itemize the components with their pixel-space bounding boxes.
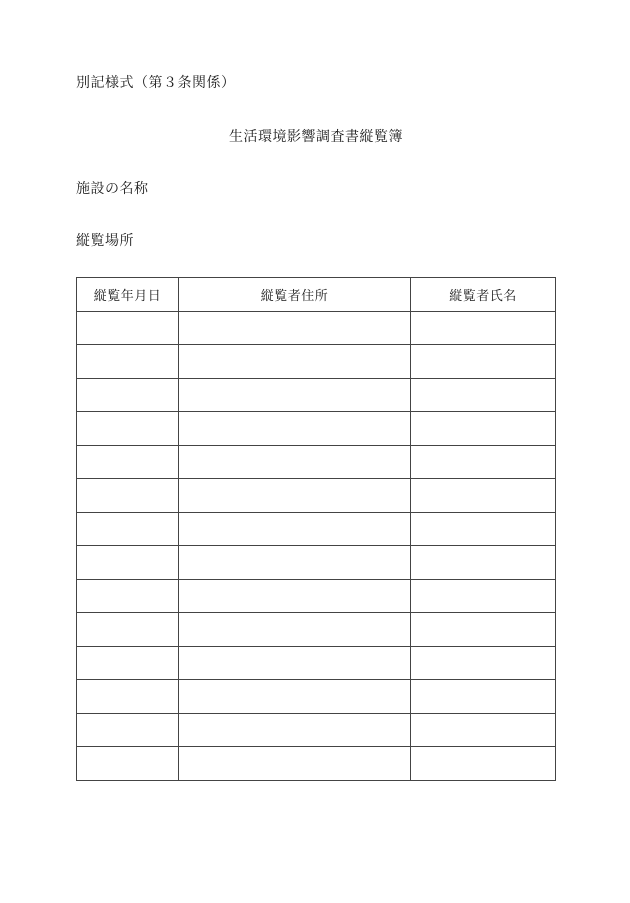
cell-inspector-name[interactable] (411, 412, 556, 446)
cell-inspector-address[interactable] (179, 713, 411, 747)
cell-inspector-name[interactable] (411, 579, 556, 613)
form-reference: 別記様式（第３条関係） (76, 75, 236, 91)
table-row (77, 412, 556, 446)
cell-inspector-address[interactable] (179, 445, 411, 479)
table-row (77, 311, 556, 345)
table-row (77, 680, 556, 714)
table-row (77, 613, 556, 647)
header-inspector-address: 縦覧者住所 (179, 278, 411, 312)
table-row (77, 579, 556, 613)
cell-inspector-name[interactable] (411, 445, 556, 479)
cell-inspector-address[interactable] (179, 680, 411, 714)
cell-inspector-address[interactable] (179, 646, 411, 680)
cell-inspector-address[interactable] (179, 613, 411, 647)
cell-inspector-address[interactable] (179, 546, 411, 580)
document-title: 生活環境影響調査書縦覧簿 (229, 129, 403, 145)
header-inspector-name: 縦覧者氏名 (411, 278, 556, 312)
table-row (77, 546, 556, 580)
cell-inspector-name[interactable] (411, 713, 556, 747)
cell-inspection-date[interactable] (77, 613, 179, 647)
cell-inspector-address[interactable] (179, 512, 411, 546)
cell-inspector-address[interactable] (179, 412, 411, 446)
cell-inspection-date[interactable] (77, 445, 179, 479)
cell-inspection-date[interactable] (77, 680, 179, 714)
table-row (77, 713, 556, 747)
cell-inspection-date[interactable] (77, 345, 179, 379)
cell-inspection-date[interactable] (77, 579, 179, 613)
table-row (77, 747, 556, 781)
cell-inspection-date[interactable] (77, 747, 179, 781)
table-row (77, 646, 556, 680)
cell-inspector-address[interactable] (179, 579, 411, 613)
table-row (77, 378, 556, 412)
cell-inspector-name[interactable] (411, 613, 556, 647)
cell-inspector-name[interactable] (411, 512, 556, 546)
cell-inspection-date[interactable] (77, 412, 179, 446)
cell-inspector-name[interactable] (411, 680, 556, 714)
inspection-register-table (76, 277, 556, 781)
cell-inspection-date[interactable] (77, 646, 179, 680)
table-body (77, 311, 556, 780)
cell-inspection-date[interactable] (77, 479, 179, 513)
table-header-row (77, 278, 556, 312)
table-row (77, 512, 556, 546)
facility-name-label: 施設の名称 (76, 181, 149, 197)
header-inspection-date: 縦覧年月日 (77, 278, 179, 312)
cell-inspection-date[interactable] (77, 512, 179, 546)
cell-inspector-name[interactable] (411, 747, 556, 781)
cell-inspector-address[interactable] (179, 378, 411, 412)
cell-inspector-address[interactable] (179, 311, 411, 345)
cell-inspector-name[interactable] (411, 311, 556, 345)
table-row (77, 445, 556, 479)
cell-inspection-date[interactable] (77, 378, 179, 412)
table-row (77, 479, 556, 513)
cell-inspector-address[interactable] (179, 479, 411, 513)
cell-inspector-address[interactable] (179, 747, 411, 781)
cell-inspector-name[interactable] (411, 378, 556, 412)
cell-inspection-date[interactable] (77, 546, 179, 580)
cell-inspector-address[interactable] (179, 345, 411, 379)
cell-inspector-name[interactable] (411, 345, 556, 379)
cell-inspector-name[interactable] (411, 646, 556, 680)
table-row (77, 345, 556, 379)
cell-inspection-date[interactable] (77, 311, 179, 345)
cell-inspection-date[interactable] (77, 713, 179, 747)
cell-inspector-name[interactable] (411, 479, 556, 513)
inspection-place-label: 縦覧場所 (76, 233, 134, 249)
cell-inspector-name[interactable] (411, 546, 556, 580)
